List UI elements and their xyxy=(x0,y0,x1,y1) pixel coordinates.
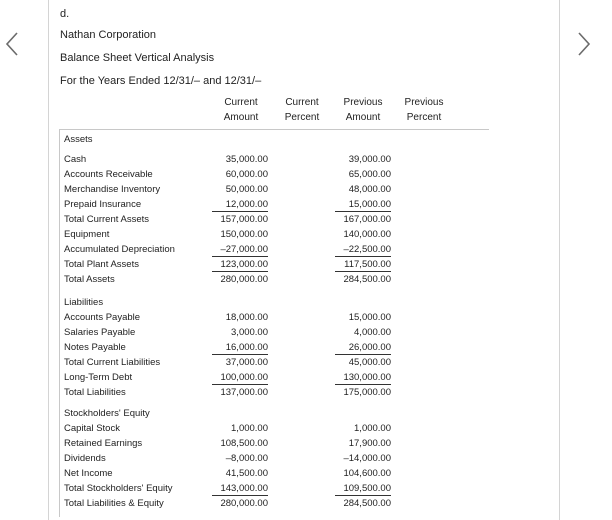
row-label: Total Liabilities & Equity xyxy=(64,498,164,509)
chevron-right-icon[interactable] xyxy=(574,30,594,58)
previous-amount: 1,000.00 xyxy=(354,423,391,434)
current-amount: 35,000.00 xyxy=(225,154,268,165)
previous-amount: 26,000.00 xyxy=(348,342,391,353)
row-label: Total Current Liabilities xyxy=(64,357,161,368)
previous-amount: 284,500.00 xyxy=(343,274,391,285)
previous-amount: 109,500.00 xyxy=(343,483,391,494)
row-label: Accounts Payable xyxy=(64,312,141,323)
row-label: Accounts Receivable xyxy=(64,169,153,180)
previous-amount: 140,000.00 xyxy=(343,229,391,240)
current-amount: 60,000.00 xyxy=(225,169,268,180)
row-label: Net Income xyxy=(64,468,113,479)
current-amount: 100,000.00 xyxy=(220,372,268,383)
previous-amount: 15,000.00 xyxy=(348,312,391,323)
row-label: Total Plant Assets xyxy=(64,259,139,270)
current-amount: –27,000.00 xyxy=(220,244,268,255)
current-amount: 137,000.00 xyxy=(220,387,268,398)
row-label: Total Liabilities xyxy=(64,387,126,398)
col-previous-percent: Previous Percent xyxy=(404,97,444,123)
previous-amount: –22,500.00 xyxy=(343,244,391,255)
previous-amount: 48,000.00 xyxy=(348,184,391,195)
row-label: Total Assets xyxy=(64,274,115,285)
previous-amount: 45,000.00 xyxy=(348,357,391,368)
previous-amount: –14,000.00 xyxy=(343,453,391,464)
col-current-percent: Current Percent xyxy=(284,97,320,123)
col-previous-amount: Previous Amount xyxy=(343,97,383,123)
current-amount: –8,000.00 xyxy=(225,453,268,464)
current-amount: 41,500.00 xyxy=(225,468,268,479)
row-label: Total Current Assets xyxy=(64,214,150,225)
current-amount: 108,500.00 xyxy=(220,438,268,449)
current-amount: 123,000.00 xyxy=(220,259,268,270)
previous-amount: 167,000.00 xyxy=(343,214,391,225)
current-amount: 12,000.00 xyxy=(225,199,268,210)
row-label: Long-Term Debt xyxy=(64,372,133,383)
current-amount: 16,000.00 xyxy=(225,342,268,353)
col-current-amount: Current Amount xyxy=(223,97,259,123)
chevron-left-icon[interactable] xyxy=(2,30,22,58)
row-label: Notes Payable xyxy=(64,342,126,353)
row-label: Capital Stock xyxy=(64,423,120,434)
previous-amount: 17,900.00 xyxy=(348,438,391,449)
current-amount: 280,000.00 xyxy=(220,498,268,509)
row-label: Cash xyxy=(64,154,87,165)
previous-amount: 117,500.00 xyxy=(344,259,391,270)
previous-amount: 65,000.00 xyxy=(348,169,391,180)
current-amount: 50,000.00 xyxy=(225,184,268,195)
current-amount: 150,000.00 xyxy=(220,229,268,240)
row-label: Prepaid Insurance xyxy=(64,199,142,210)
row-label: Salaries Payable xyxy=(64,327,136,338)
row-label: Equipment xyxy=(64,229,110,240)
previous-amount: 284,500.00 xyxy=(343,498,391,509)
current-amount: 37,000.00 xyxy=(225,357,268,368)
current-amount: 1,000.00 xyxy=(231,423,268,434)
previous-amount: 104,600.00 xyxy=(343,468,391,479)
row-label: Liabilities xyxy=(64,297,104,308)
current-amount: 3,000.00 xyxy=(231,327,268,338)
row-label: Dividends xyxy=(64,453,106,464)
part-label: d. xyxy=(60,8,70,20)
row-label: Accumulated Depreciation xyxy=(64,244,175,255)
report-period: For the Years Ended 12/31/– and 12/31/– xyxy=(60,75,262,87)
report-title: Balance Sheet Vertical Analysis xyxy=(60,52,215,64)
row-label: Stockholders' Equity xyxy=(64,408,150,419)
current-amount: 157,000.00 xyxy=(220,214,268,225)
row-label: Retained Earnings xyxy=(64,438,143,449)
previous-amount: 130,000.00 xyxy=(343,372,391,383)
row-label: Total Stockholders' Equity xyxy=(64,483,173,494)
row-label: Merchandise Inventory xyxy=(64,184,161,195)
previous-amount: 175,000.00 xyxy=(343,387,391,398)
previous-amount: 15,000.00 xyxy=(348,199,391,210)
previous-amount: 4,000.00 xyxy=(354,327,391,338)
current-amount: 18,000.00 xyxy=(225,312,268,323)
previous-amount: 39,000.00 xyxy=(348,154,391,165)
row-label: Assets xyxy=(64,134,93,145)
company-name: Nathan Corporation xyxy=(60,29,157,41)
current-amount: 280,000.00 xyxy=(220,274,268,285)
current-amount: 143,000.00 xyxy=(220,483,268,494)
